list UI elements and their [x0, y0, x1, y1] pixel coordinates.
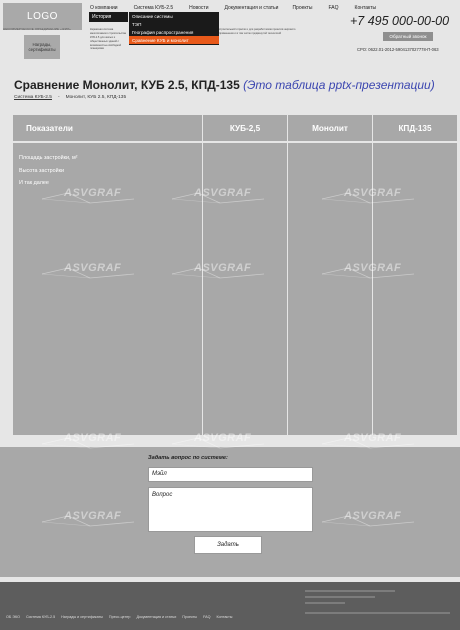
- table-column-indicators: [13, 143, 202, 435]
- submenu-item-tep[interactable]: ТЭП: [132, 22, 142, 28]
- header-tagline-left: Каркасная система многоэтажного строительства КУБ-2.5 для жилых и общественных зданий с возможностью свободной планировки: [90, 28, 126, 51]
- nav-contacts[interactable]: Контакты: [354, 5, 377, 11]
- breadcrumb-link-system[interactable]: Система КУБ-2.5: [14, 95, 52, 100]
- email-field[interactable]: Мэйл: [148, 467, 313, 482]
- submenu-item-geography[interactable]: География распространения: [132, 29, 194, 35]
- nav-news[interactable]: Новости: [189, 5, 209, 11]
- submenu-about: [89, 12, 128, 22]
- page-title: [14, 78, 435, 92]
- watermark-text: ASVGRAF: [344, 432, 402, 444]
- footer-decor-line: [305, 590, 395, 592]
- nav-system[interactable]: Система КУБ-2.5: [133, 5, 174, 11]
- table-column-monolit: [288, 143, 372, 435]
- breadcrumb: [14, 95, 126, 100]
- footer-link-docs[interactable]: Документация и статьи: [136, 615, 177, 619]
- submit-button[interactable]: Задать: [194, 536, 262, 554]
- table-header-indicators: Показатели: [13, 115, 202, 141]
- sro-number: СРО: 0622.01-2012-5904137027778-П-063: [357, 47, 439, 52]
- watermark-text: ASVGRAF: [194, 187, 252, 199]
- watermark-text: ASVGRAF: [64, 187, 122, 199]
- footer-link-press[interactable]: Пресс-центр: [108, 615, 131, 619]
- watermark-text: ASVGRAF: [194, 510, 252, 522]
- callback-button[interactable]: Обратный звонок: [383, 32, 433, 41]
- table-header-kpd: КПД-135: [373, 115, 457, 141]
- top-navigation: [90, 5, 376, 11]
- page-title-note: (Это таблица pptx-презентации): [243, 78, 435, 92]
- page-title-text: Сравнение Монолит, КУБ 2.5, КПД-135: [14, 78, 240, 92]
- footer-decor-line: [305, 596, 375, 598]
- footer-link-awards[interactable]: Награды и сертификаты: [61, 615, 103, 619]
- submenu-item-history[interactable]: История: [92, 14, 112, 20]
- table-header-kub: КУБ-2,5: [203, 115, 287, 141]
- watermark-text: ASVGRAF: [344, 262, 402, 274]
- comparison-table: [13, 115, 458, 440]
- watermark-text: ASVGRAF: [64, 262, 122, 274]
- submenu-system: [129, 12, 219, 45]
- nav-faq[interactable]: FAQ: [328, 5, 339, 11]
- watermark-text: ASVGRAF: [344, 187, 402, 199]
- question-field[interactable]: Вопрос: [148, 487, 313, 532]
- footer-decor-line: [305, 602, 345, 604]
- logo[interactable]: LOGO: [3, 3, 82, 30]
- nav-docs[interactable]: Документация и статьи: [224, 5, 279, 11]
- watermark-text: ASVGRAF: [344, 510, 402, 522]
- watermark-text: ASVGRAF: [194, 432, 252, 444]
- breadcrumb-separator: -: [57, 95, 60, 100]
- table-column-kpd: [373, 143, 457, 435]
- watermark-text: ASVGRAF: [64, 432, 122, 444]
- footer-link-about[interactable]: ОБ ЭКО: [6, 615, 20, 619]
- watermark-text: ASVGRAF: [194, 262, 252, 274]
- table-row-label: Площадь застройки, м²: [19, 155, 78, 161]
- footer-link-contacts[interactable]: Контакты: [216, 615, 233, 619]
- table-column-kub: [203, 143, 287, 435]
- footer-navigation: [6, 615, 232, 619]
- table-row-label: И так далее: [19, 180, 49, 186]
- footer: [0, 582, 460, 630]
- submenu-item-comparison[interactable]: Сравнение КУБ и монолит: [129, 36, 219, 44]
- phone-number[interactable]: +7 495 000-00-00: [350, 14, 450, 28]
- nav-about[interactable]: О компании: [90, 5, 118, 11]
- table-header-monolit: Монолит: [288, 115, 372, 141]
- submenu-item-description[interactable]: Описание системы: [132, 14, 173, 20]
- footer-link-projects[interactable]: Проекты: [182, 615, 198, 619]
- awards-button[interactable]: Награды, сертификаты: [24, 35, 60, 59]
- breadcrumb-current: Монолит, КУБ 2.5, КПД-135: [65, 95, 127, 100]
- header-tagline-right: строительной отрасли и для разработчиков проектов широкого применения и в том числе продвинутой технологий: [219, 28, 296, 35]
- footer-link-system[interactable]: Система КУБ-2.5: [25, 615, 56, 619]
- footer-link-faq[interactable]: FAQ: [203, 615, 211, 619]
- footer-decor-line: [305, 612, 450, 614]
- logo-tagline: НЕКОММЕРЧЕСКОЕ ОБЪЕДИНЕНИЕ «ЖИЛ»: [3, 27, 71, 31]
- form-title: Задать вопрос по системе:: [148, 455, 228, 461]
- table-row-label: Высота застройки: [19, 168, 65, 174]
- nav-projects[interactable]: Проекты: [292, 5, 313, 11]
- watermark-text: ASVGRAF: [64, 510, 122, 522]
